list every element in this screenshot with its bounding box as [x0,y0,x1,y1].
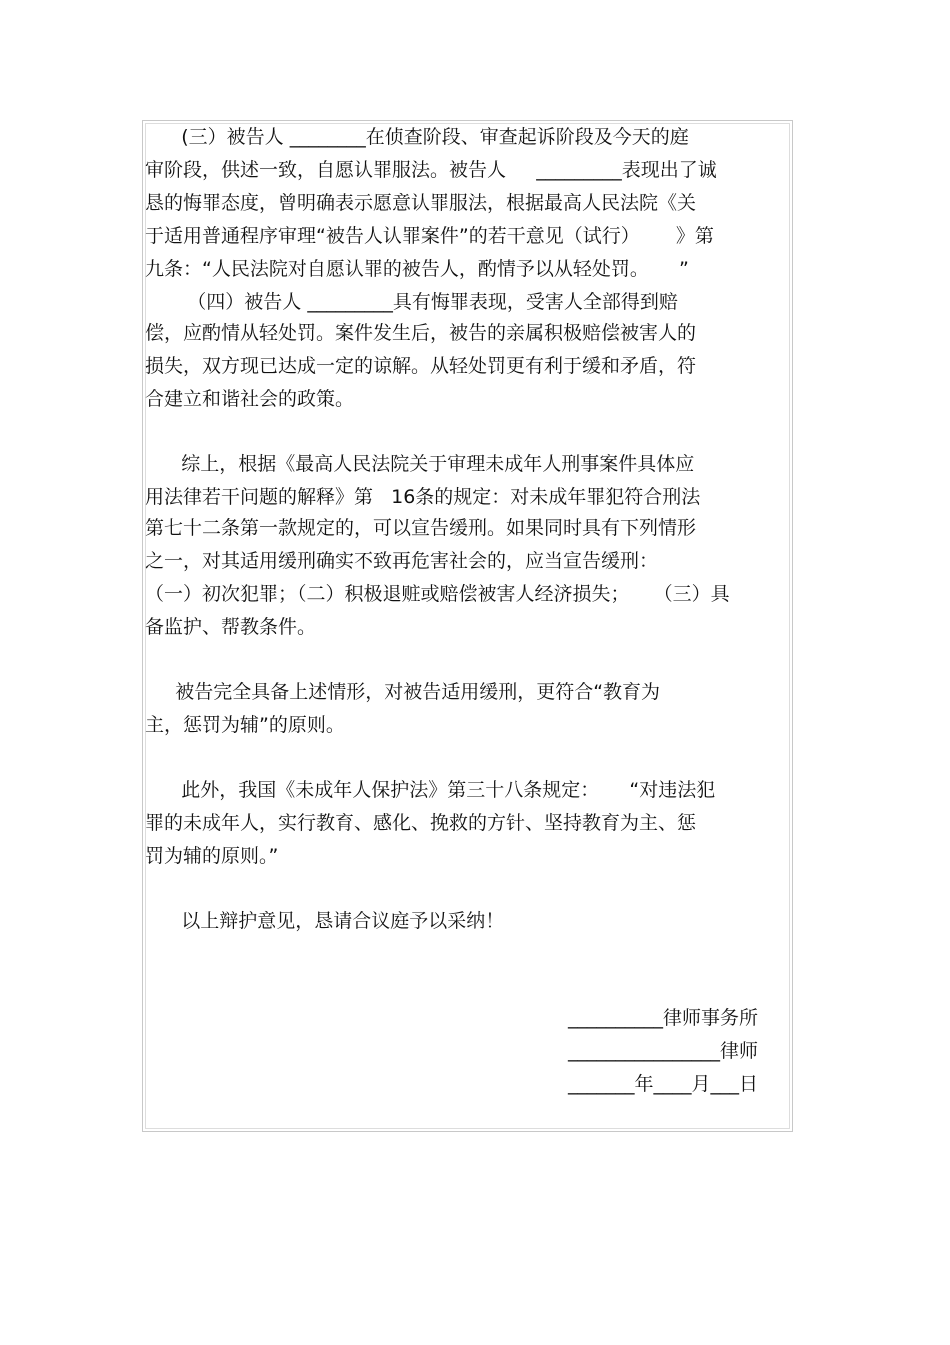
line-7: 偿，应酌情从轻处罚。案件发生后，被告的亲属积极赔偿被害人的 [145,322,697,344]
line-9: 合建立和谐社会的政策。 [145,388,355,410]
line-4: 于适用普通程序审理“被告人认罪案件”的若干意见（试行） 》第 [145,225,714,247]
line-1: (三）被告人 ________在侦查阶段、审查起诉阶段及今天的庭 [145,126,689,148]
line-10: 综上，根据《最高人民法院关于审理未成年人刑事案件具体应 [145,453,695,475]
line-6: （四）被告人 _________具有悔罪表现，受害人全部得到赔 [145,291,678,313]
line-17: 主，惩罚为辅”的原则。 [145,714,345,736]
line-21: 以上辩护意见，恳请合议庭予以采纳！ [145,910,505,932]
signature-firm: __________律师事务所 [568,1007,759,1029]
line-15: 备监护、帮教条件。 [145,616,317,638]
line-18: 此外，我国《未成年人保护法》第三十八条规定： “对违法犯 [145,779,716,801]
line-5: 九条：“人民法院对自愿认罪的被告人，酌情予以从轻处罚。 ” [145,258,689,280]
line-20: 罚为辅的原则。” [145,845,279,867]
line-14: （一）初次犯罪；（二）积极退赃或赔偿被害人经济损失； （三）具 [145,583,730,605]
signature-lawyer: ________________律师 [568,1040,759,1062]
line-16: 被告完全具备上述情形，对被告适用缓刑，更符合“教育为 [145,681,661,703]
line-12: 第七十二条第一款规定的，可以宣告缓刑。如果同时具有下列情形 [145,517,697,539]
line-8: 损失，双方现已达成一定的谅解。从轻处罚更有利于缓和矛盾，符 [145,355,697,377]
line-2: 审阶段，供述一致，自愿认罪服法。被告人 _________表现出了诚 [145,159,717,181]
line-11: 用法律若干问题的解释》第 16条的规定：对未成年罪犯符合刑法 [145,486,701,508]
line-3: 恳的悔罪态度，曾明确表示愿意认罪服法，根据最高人民法院《关 [145,192,697,214]
signature-date: _______年____月___日 [568,1073,759,1095]
line-13: 之一，对其适用缓刑确实不致再危害社会的，应当宣告缓刑： [145,550,659,572]
line-19: 罪的未成年人，实行教育、感化、挽救的方针、坚持教育为主、惩 [145,812,697,834]
